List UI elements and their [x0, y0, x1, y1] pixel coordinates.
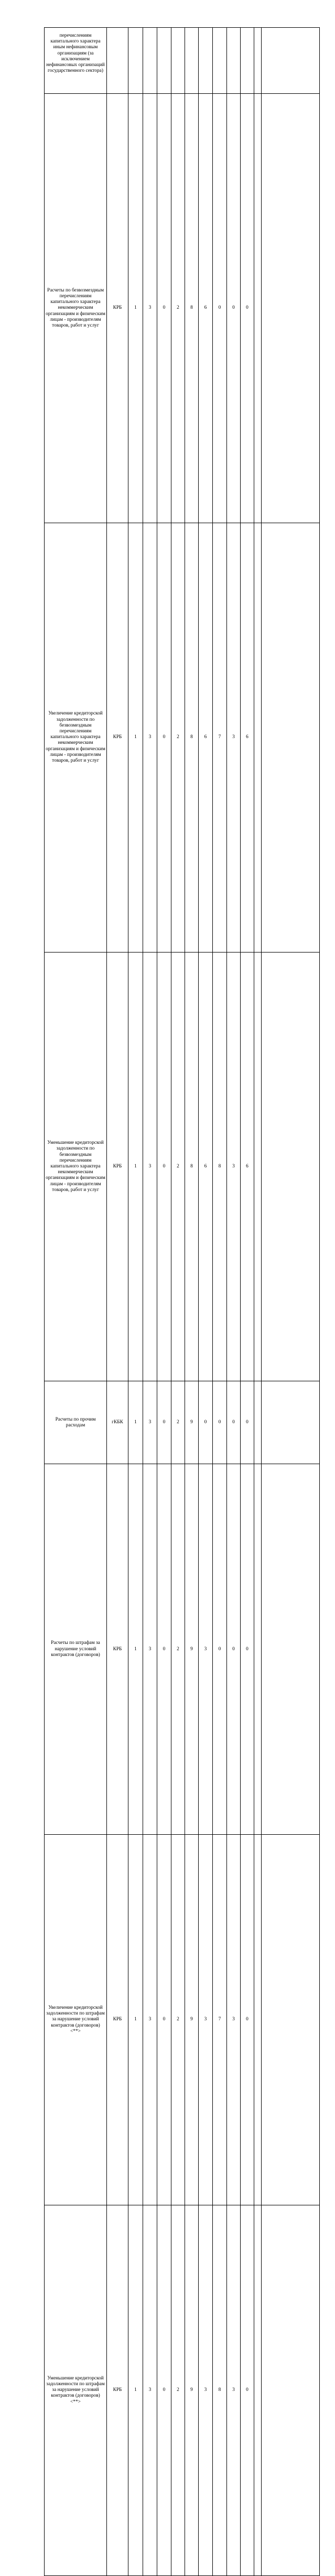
account-digit-cell: 3 — [143, 1464, 157, 1835]
table-row — [45, 523, 320, 952]
account-digit-cell: 3 — [227, 952, 241, 1381]
empty-cell — [262, 2205, 320, 2575]
account-digit-cell: 0 — [157, 523, 171, 952]
account-digit-cell: 9 — [185, 1464, 199, 1835]
account-digit-cell: 1 — [128, 523, 143, 952]
account-digit-cell: 0 — [227, 1381, 241, 1464]
account-name-cell: Увеличение кредиторской задолженности по штрафам за нарушение условий контрактов (договоров) <**> — [45, 1835, 107, 2205]
account-digit-cell: 6 — [199, 94, 213, 523]
account-digit-cell: 2 — [171, 1464, 185, 1835]
account-digit-cell: 1 — [128, 2205, 143, 2575]
code-type-cell: КРБ — [107, 1835, 128, 2205]
account-digit-cell: 1 — [128, 94, 143, 523]
account-digit-cell: 6 — [241, 523, 254, 952]
account-digit-cell: 6 — [199, 952, 213, 1381]
account-digit-cell — [241, 28, 254, 94]
account-name-cell: перечислениям капитального характера иным нефинансовым организациям (за исключением нефинансовых организаций государственного сектора) — [45, 28, 107, 94]
empty-cell — [262, 952, 320, 1381]
account-digit-cell — [254, 1835, 262, 2205]
account-digit-cell — [254, 94, 262, 523]
empty-cell — [262, 1381, 320, 1464]
account-digit-cell: 3 — [227, 523, 241, 952]
table-row — [45, 2205, 320, 2575]
code-type-cell: КРБ — [107, 952, 128, 1381]
table-row — [45, 1381, 320, 1464]
account-digit-cell: 2 — [171, 1835, 185, 2205]
empty-cell — [262, 1464, 320, 1835]
account-digit-cell: 2 — [171, 523, 185, 952]
account-digit-cell: 0 — [157, 952, 171, 1381]
account-digit-cell: 1 — [128, 1381, 143, 1464]
account-digit-cell: 1 — [128, 1835, 143, 2205]
account-digit-cell: 3 — [143, 94, 157, 523]
account-digit-cell: 0 — [157, 94, 171, 523]
account-digit-cell: 6 — [199, 523, 213, 952]
account-digit-cell: 2 — [171, 952, 185, 1381]
account-digit-cell: 3 — [143, 1835, 157, 2205]
empty-cell — [262, 523, 320, 952]
accounts-table — [44, 27, 320, 2576]
account-name-cell: Уменьшение кредиторской задолженности по штрафам за нарушение условий контрактов (договоров) <**> — [45, 2205, 107, 2575]
account-digit-cell: 0 — [241, 1464, 254, 1835]
account-digit-cell: 0 — [157, 1464, 171, 1835]
account-digit-cell — [254, 952, 262, 1381]
account-digit-cell: 0 — [241, 94, 254, 523]
account-name-cell: Расчеты по прочим расходам — [45, 1381, 107, 1464]
account-digit-cell: 2 — [171, 94, 185, 523]
account-digit-cell: 0 — [157, 1381, 171, 1464]
table-body — [45, 28, 320, 2576]
empty-cell — [262, 28, 320, 94]
account-digit-cell — [171, 28, 185, 94]
account-digit-cell — [227, 28, 241, 94]
account-digit-cell: 1 — [128, 1464, 143, 1835]
account-digit-cell: 0 — [241, 1381, 254, 1464]
account-digit-cell: 0 — [157, 1835, 171, 2205]
account-digit-cell: 6 — [241, 952, 254, 1381]
account-digit-cell: 0 — [213, 94, 227, 523]
account-digit-cell: 2 — [171, 2205, 185, 2575]
code-type-cell: КРБ — [107, 1464, 128, 1835]
account-digit-cell: 0 — [241, 1835, 254, 2205]
account-digit-cell: 8 — [213, 952, 227, 1381]
account-digit-cell: 0 — [241, 2205, 254, 2575]
account-digit-cell: 3 — [227, 1835, 241, 2205]
account-digit-cell — [213, 28, 227, 94]
account-digit-cell: 3 — [199, 2205, 213, 2575]
account-digit-cell — [254, 523, 262, 952]
code-type-cell: КРБ — [107, 2205, 128, 2575]
account-digit-cell: 3 — [143, 2205, 157, 2575]
account-digit-cell: 3 — [199, 1464, 213, 1835]
account-name-cell: Расчеты по безвозмездным перечислениям капитального характера некоммерческим организациям и физическим лицам - производителям товаров, работ и услуг — [45, 94, 107, 523]
table-row — [45, 28, 320, 94]
account-digit-cell: 8 — [185, 94, 199, 523]
table-row — [45, 1835, 320, 2205]
account-digit-cell: 0 — [227, 1464, 241, 1835]
account-name-cell: Увеличение кредиторской задолженности по безвозмездным перечислениям капитального характера некоммерческим организациям и физическим лицам - производителям товаров, работ и услуг — [45, 523, 107, 952]
account-digit-cell: 7 — [213, 1835, 227, 2205]
account-name-cell: Расчеты по штрафам за нарушение условий контрактов (договоров) — [45, 1464, 107, 1835]
account-digit-cell: 0 — [199, 1381, 213, 1464]
account-digit-cell: 3 — [143, 523, 157, 952]
account-digit-cell: 0 — [227, 94, 241, 523]
empty-cell — [262, 1835, 320, 2205]
account-digit-cell — [254, 1381, 262, 1464]
account-digit-cell: 8 — [185, 952, 199, 1381]
account-digit-cell: 9 — [185, 1835, 199, 2205]
table-row — [45, 952, 320, 1381]
account-digit-cell — [254, 2205, 262, 2575]
code-type-cell: КРБ — [107, 523, 128, 952]
account-digit-cell: 3 — [143, 1381, 157, 1464]
code-type-cell: КРБ — [107, 94, 128, 523]
account-digit-cell — [128, 28, 143, 94]
table-row — [45, 1464, 320, 1835]
account-digit-cell: 8 — [213, 2205, 227, 2575]
account-digit-cell — [254, 28, 262, 94]
code-type-cell — [107, 28, 128, 94]
account-digit-cell: 3 — [199, 1835, 213, 2205]
account-digit-cell: 8 — [185, 523, 199, 952]
account-digit-cell: 1 — [128, 952, 143, 1381]
empty-cell — [262, 94, 320, 523]
account-name-cell: Уменьшение кредиторской задолженности по безвозмездным перечислениям капитального характера некоммерческим организациям и физическим лицам - производителям товаров, работ и услуг — [45, 952, 107, 1381]
account-digit-cell — [185, 28, 199, 94]
account-digit-cell: 2 — [171, 1381, 185, 1464]
account-digit-cell: 9 — [185, 1381, 199, 1464]
account-digit-cell: 0 — [157, 2205, 171, 2575]
account-digit-cell — [157, 28, 171, 94]
account-digit-cell: 3 — [143, 952, 157, 1381]
account-digit-cell: 0 — [213, 1464, 227, 1835]
account-digit-cell: 9 — [185, 2205, 199, 2575]
account-digit-cell: 0 — [213, 1381, 227, 1464]
account-digit-cell — [199, 28, 213, 94]
account-digit-cell — [254, 1464, 262, 1835]
account-digit-cell — [143, 28, 157, 94]
table-row — [45, 94, 320, 523]
code-type-cell: гКБК — [107, 1381, 128, 1464]
account-digit-cell: 7 — [213, 523, 227, 952]
account-digit-cell: 3 — [227, 2205, 241, 2575]
